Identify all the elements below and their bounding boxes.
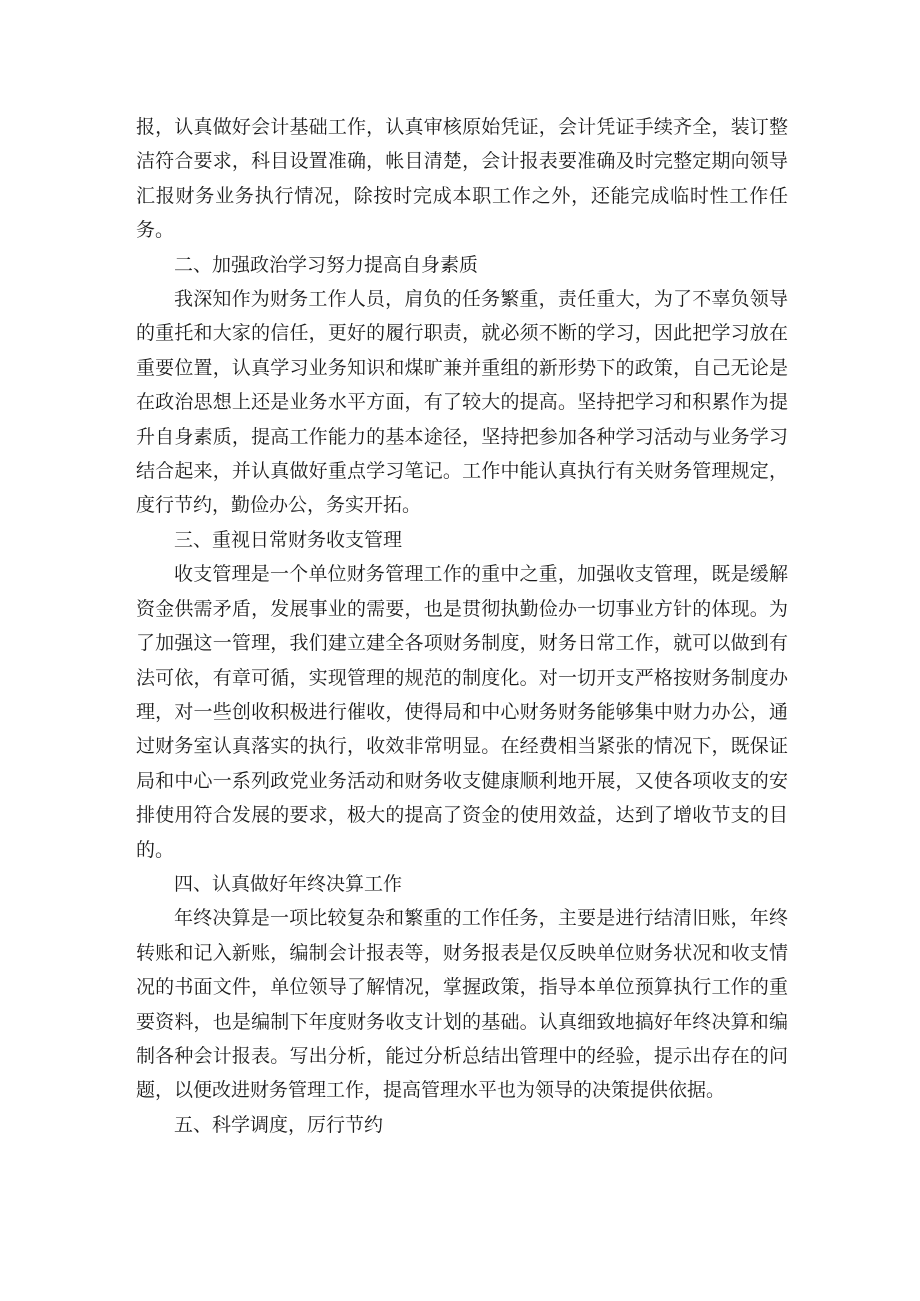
document-body (136, 110, 788, 1142)
paragraph-intro: 报，认真做好会计基础工作，认真审核原始凭证，会计凭证手续齐全，装订整洁符合要求，科目设置准确，帐目清楚，会计报表要准确及时完整定期向领导汇报财务业务执行情况，除按时完成本职工作之外，还能完成临时性工作任务。 (136, 116, 788, 242)
paragraph-section-2: 我深知作为财务工作人员，肩负的任务繁重，责任重大，为了不辜负领导的重托和大家的信任，更好的履行职责，就必须不断的学习，因此把学习放在重要位置，认真学习业务知识和煤旷兼并重组的新形势下的政策，自己无论是在政治思想上还是业务水平方面，有了较大的提高。坚持把学习和积累作为提升自身素质，提高工作能力的基本途径，坚持把参加各种学习活动与业务学习结合起来，并认真做好重点学习笔记。工作中能认真执行有关财务管理规定，度行节约，勤俭办公，务实开拓。 (136, 288, 788, 517)
section-heading-4: 四、认真做好年终决算工作 (174, 872, 403, 895)
section-heading-3: 三、重视日常财务收支管理 (174, 528, 403, 551)
paragraph-section-4: 年终决算是一项比较复杂和繁重的工作任务，主要是进行结清旧账，年终转账和记入新账，编制会计报表等，财务报表是仅反映单位财务状况和收支情况的书面文件，单位领导了解情况，掌握政策，指导本单位预算执行工作的重要资料，也是编制下年度财务收支计划的基础。认真细致地搞好年终决算和编制各种会计报表。写出分析，能过分析总结出管理中的经验，提示出存在的问题，以便改进财务管理工作，提高管理水平也为领导的决策提供依据。 (136, 907, 788, 1102)
section-heading-2: 二、加强政治学习努力提高自身素质 (174, 253, 479, 276)
paragraph-section-3: 收支管理是一个单位财务管理工作的重中之重，加强收支管理，既是缓解资金供需矛盾，发展事业的需要，也是贯彻执勤俭办一切事业方针的体现。为了加强这一管理，我们建立建全各项财务制度，财务日常工作，就可以做到有法可依，有章可循，实现管理的规范的制度化。对一切开支严格按财务制度办理，对一些创收积极进行催收，使得局和中心财务财务能够集中财力办公，通过财务室认真落实的执行，收效非常明显。在经费相当紧张的情况下，既保证局和中心一系列政党业务活动和财务收支健康顺利地开展，又使各项收支的安排使用符合发展的要求，极大的提高了资金的使用效益，达到了增收节支的目的。 (136, 563, 788, 861)
section-heading-5: 五、科学调度，厉行节约 (174, 1113, 384, 1136)
